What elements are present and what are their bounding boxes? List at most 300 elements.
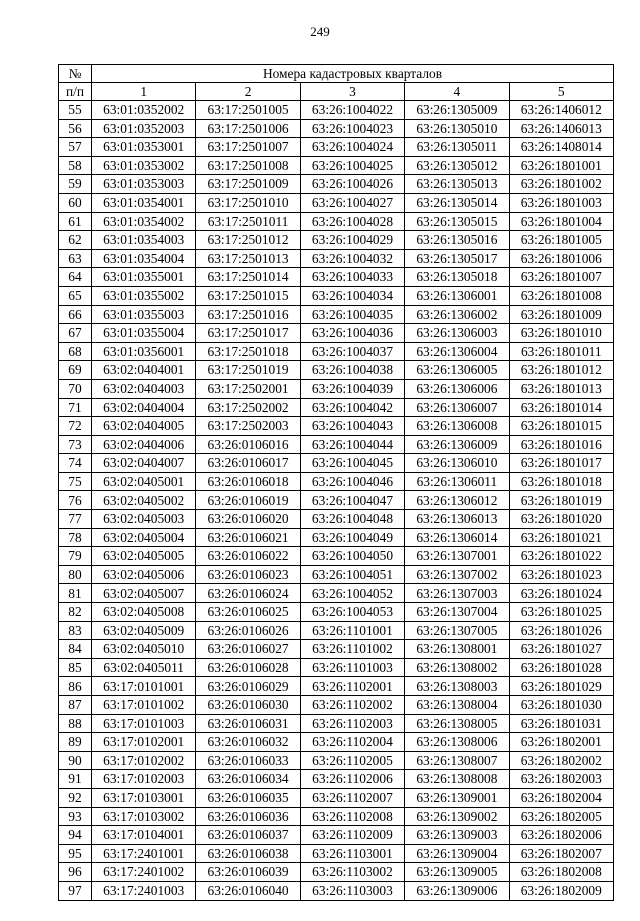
cadastral-number-cell: 63:26:1305009: [405, 101, 509, 120]
cadastral-number-cell: 63:26:1305013: [405, 175, 509, 194]
cadastral-number-cell: 63:26:1801021: [509, 528, 613, 547]
table-row: [59, 156, 614, 175]
cadastral-number-cell: 63:26:1102001: [300, 677, 404, 696]
header-row-bottom: [59, 83, 614, 101]
column-header-5: 5: [509, 83, 613, 101]
cadastral-number-cell: 63:26:1004024: [300, 138, 404, 157]
row-number: 61: [59, 212, 92, 231]
table-row: [59, 658, 614, 677]
table-row: [59, 528, 614, 547]
row-number: 75: [59, 472, 92, 491]
cadastral-number-cell: 63:17:0104001: [92, 826, 196, 845]
row-number: 95: [59, 844, 92, 863]
cadastral-number-cell: 63:26:0106027: [196, 640, 300, 659]
row-number: 60: [59, 193, 92, 212]
cadastral-number-cell: 63:26:1801009: [509, 305, 613, 324]
row-number: 55: [59, 101, 92, 120]
cadastral-number-cell: 63:26:0106023: [196, 565, 300, 584]
cadastral-number-cell: 63:26:1309002: [405, 807, 509, 826]
table-row: [59, 788, 614, 807]
cadastral-number-cell: 63:26:1801002: [509, 175, 613, 194]
table-row: [59, 751, 614, 770]
cadastral-number-cell: 63:26:1305018: [405, 268, 509, 287]
cadastral-number-cell: 63:26:1306007: [405, 398, 509, 417]
cadastral-number-cell: 63:02:0405006: [92, 565, 196, 584]
table-row: [59, 547, 614, 566]
row-number: 83: [59, 621, 92, 640]
cadastral-number-cell: 63:26:0106035: [196, 788, 300, 807]
cadastral-number-cell: 63:26:1306014: [405, 528, 509, 547]
table-row: [59, 175, 614, 194]
cadastral-number-cell: 63:02:0405009: [92, 621, 196, 640]
cadastral-number-cell: 63:01:0353001: [92, 138, 196, 157]
cadastral-number-cell: 63:26:1004052: [300, 584, 404, 603]
table-row: [59, 826, 614, 845]
cadastral-number-cell: 63:26:0106019: [196, 491, 300, 510]
cadastral-number-cell: 63:26:1102004: [300, 733, 404, 752]
cadastral-number-cell: 63:26:1801027: [509, 640, 613, 659]
cadastral-number-cell: 63:26:1801008: [509, 286, 613, 305]
cadastral-number-cell: 63:17:2501010: [196, 193, 300, 212]
cadastral-number-cell: 63:26:1305011: [405, 138, 509, 157]
row-number: 87: [59, 696, 92, 715]
cadastral-number-cell: 63:26:1406012: [509, 101, 613, 120]
cadastral-number-cell: 63:26:1801022: [509, 547, 613, 566]
table-row: [59, 342, 614, 361]
cadastral-number-cell: 63:26:1801014: [509, 398, 613, 417]
cadastral-number-cell: 63:26:1802008: [509, 863, 613, 882]
cadastral-number-cell: 63:26:0106029: [196, 677, 300, 696]
table-row: [59, 324, 614, 343]
cadastral-number-cell: 63:26:1004051: [300, 565, 404, 584]
cadastral-number-cell: 63:26:0106017: [196, 454, 300, 473]
table-row: [59, 565, 614, 584]
cadastral-number-cell: 63:26:1306009: [405, 435, 509, 454]
number-header-top: №: [59, 65, 92, 83]
table-row: [59, 119, 614, 138]
table-row: [59, 231, 614, 250]
cadastral-number-cell: 63:26:1802006: [509, 826, 613, 845]
cadastral-number-cell: 63:26:1307004: [405, 603, 509, 622]
cadastral-number-cell: 63:26:1004023: [300, 119, 404, 138]
row-number: 64: [59, 268, 92, 287]
table-row: [59, 696, 614, 715]
table-row: [59, 249, 614, 268]
cadastral-number-cell: 63:26:1004038: [300, 361, 404, 380]
table-row: [59, 286, 614, 305]
table-row: [59, 491, 614, 510]
table-row: [59, 212, 614, 231]
cadastral-number-cell: 63:26:1004032: [300, 249, 404, 268]
cadastral-number-cell: 63:26:1101001: [300, 621, 404, 640]
table-header: [59, 65, 614, 101]
table-row: [59, 379, 614, 398]
table-row: [59, 361, 614, 380]
row-number: 89: [59, 733, 92, 752]
cadastral-number-cell: 63:17:0101001: [92, 677, 196, 696]
cadastral-number-cell: 63:26:1102003: [300, 714, 404, 733]
cadastral-number-cell: 63:02:0405005: [92, 547, 196, 566]
cadastral-number-cell: 63:02:0405001: [92, 472, 196, 491]
row-number: 69: [59, 361, 92, 380]
cadastral-number-cell: 63:26:1801013: [509, 379, 613, 398]
table-body: [59, 101, 614, 901]
cadastral-number-cell: 63:26:1801006: [509, 249, 613, 268]
cadastral-number-cell: 63:02:0405008: [92, 603, 196, 622]
row-number: 93: [59, 807, 92, 826]
number-header-bottom: п/п: [59, 83, 92, 101]
cadastral-number-cell: 63:02:0404003: [92, 379, 196, 398]
cadastral-number-cell: 63:26:1306002: [405, 305, 509, 324]
cadastral-number-cell: 63:26:1801029: [509, 677, 613, 696]
table-row: [59, 435, 614, 454]
table-row: [59, 510, 614, 529]
cadastral-number-cell: 63:26:1305016: [405, 231, 509, 250]
row-number: 56: [59, 119, 92, 138]
cadastral-number-cell: 63:01:0355002: [92, 286, 196, 305]
cadastral-number-cell: 63:26:1004037: [300, 342, 404, 361]
cadastral-number-cell: 63:26:1004045: [300, 454, 404, 473]
cadastral-number-cell: 63:26:1801003: [509, 193, 613, 212]
cadastral-number-cell: 63:02:0405003: [92, 510, 196, 529]
cadastral-number-cell: 63:26:1004043: [300, 417, 404, 436]
cadastral-number-cell: 63:26:1004042: [300, 398, 404, 417]
cadastral-number-cell: 63:26:0106018: [196, 472, 300, 491]
cadastral-number-cell: 63:26:1306011: [405, 472, 509, 491]
cadastral-number-cell: 63:01:0354004: [92, 249, 196, 268]
cadastral-number-cell: 63:26:1801016: [509, 435, 613, 454]
cadastral-number-cell: 63:26:0106031: [196, 714, 300, 733]
cadastral-number-cell: 63:26:1801028: [509, 658, 613, 677]
cadastral-number-cell: 63:01:0354002: [92, 212, 196, 231]
cadastral-number-cell: 63:17:0102002: [92, 751, 196, 770]
cadastral-number-cell: 63:26:1004039: [300, 379, 404, 398]
cadastral-number-cell: 63:01:0352003: [92, 119, 196, 138]
cadastral-number-cell: 63:02:0404004: [92, 398, 196, 417]
row-number: 65: [59, 286, 92, 305]
table-row: [59, 193, 614, 212]
cadastral-number-cell: 63:26:1309005: [405, 863, 509, 882]
cadastral-number-cell: 63:26:1101003: [300, 658, 404, 677]
cadastral-number-cell: 63:26:1004049: [300, 528, 404, 547]
row-number: 81: [59, 584, 92, 603]
table-row: [59, 454, 614, 473]
column-header-1: 1: [92, 83, 196, 101]
cadastral-number-cell: 63:26:1004053: [300, 603, 404, 622]
table-row: [59, 305, 614, 324]
column-header-3: 3: [300, 83, 404, 101]
row-number: 76: [59, 491, 92, 510]
cadastral-number-cell: 63:26:0106016: [196, 435, 300, 454]
cadastral-number-cell: 63:17:0102003: [92, 770, 196, 789]
cadastral-number-cell: 63:26:0106033: [196, 751, 300, 770]
table-row: [59, 398, 614, 417]
row-number: 86: [59, 677, 92, 696]
cadastral-number-cell: 63:17:2501011: [196, 212, 300, 231]
cadastral-number-cell: 63:17:2501017: [196, 324, 300, 343]
cadastral-number-cell: 63:01:0355003: [92, 305, 196, 324]
cadastral-number-cell: 63:02:0404006: [92, 435, 196, 454]
cadastral-number-cell: 63:26:1004036: [300, 324, 404, 343]
cadastral-number-cell: 63:02:0404001: [92, 361, 196, 380]
cadastral-number-cell: 63:26:1305010: [405, 119, 509, 138]
cadastral-number-cell: 63:26:1306005: [405, 361, 509, 380]
cadastral-quarters-table: [58, 64, 614, 901]
cadastral-number-cell: 63:01:0353003: [92, 175, 196, 194]
row-number: 92: [59, 788, 92, 807]
cadastral-number-cell: 63:26:1308003: [405, 677, 509, 696]
row-number: 74: [59, 454, 92, 473]
cadastral-number-cell: 63:26:1305017: [405, 249, 509, 268]
cadastral-number-cell: 63:26:0106025: [196, 603, 300, 622]
cadastral-number-cell: 63:26:1308001: [405, 640, 509, 659]
cadastral-number-cell: 63:26:1802003: [509, 770, 613, 789]
cadastral-number-cell: 63:17:2401001: [92, 844, 196, 863]
cadastral-number-cell: 63:26:1801015: [509, 417, 613, 436]
row-number: 62: [59, 231, 92, 250]
cadastral-number-cell: 63:26:1101002: [300, 640, 404, 659]
cadastral-number-cell: 63:26:1406013: [509, 119, 613, 138]
cadastral-number-cell: 63:26:1309004: [405, 844, 509, 863]
table-row: [59, 603, 614, 622]
row-number: 67: [59, 324, 92, 343]
row-number: 77: [59, 510, 92, 529]
row-number: 70: [59, 379, 92, 398]
cadastral-number-cell: 63:26:1307003: [405, 584, 509, 603]
cadastral-number-cell: 63:17:2401003: [92, 881, 196, 900]
page-number: 249: [310, 24, 330, 39]
cadastral-number-cell: 63:26:1308007: [405, 751, 509, 770]
row-number: 78: [59, 528, 92, 547]
cadastral-number-cell: 63:26:1004022: [300, 101, 404, 120]
cadastral-number-cell: 63:26:1801001: [509, 156, 613, 175]
cadastral-number-cell: 63:26:1102009: [300, 826, 404, 845]
cadastral-number-cell: 63:26:1308006: [405, 733, 509, 752]
row-number: 58: [59, 156, 92, 175]
cadastral-number-cell: 63:17:2501012: [196, 231, 300, 250]
row-number: 85: [59, 658, 92, 677]
cadastral-number-cell: 63:26:1004033: [300, 268, 404, 287]
cadastral-number-cell: 63:17:2501006: [196, 119, 300, 138]
cadastral-number-cell: 63:26:0106039: [196, 863, 300, 882]
cadastral-number-cell: 63:02:0405004: [92, 528, 196, 547]
cadastral-number-cell: 63:26:1801030: [509, 696, 613, 715]
cadastral-number-cell: 63:26:1102008: [300, 807, 404, 826]
row-number: 97: [59, 881, 92, 900]
cadastral-number-cell: 63:17:2501007: [196, 138, 300, 157]
cadastral-number-cell: 63:26:1802007: [509, 844, 613, 863]
cadastral-number-cell: 63:26:1801019: [509, 491, 613, 510]
table-row: [59, 677, 614, 696]
cadastral-number-cell: 63:26:1004044: [300, 435, 404, 454]
cadastral-number-cell: 63:26:1801010: [509, 324, 613, 343]
cadastral-number-cell: 63:17:2501008: [196, 156, 300, 175]
cadastral-number-cell: 63:26:1306006: [405, 379, 509, 398]
cadastral-number-cell: 63:17:0103001: [92, 788, 196, 807]
cadastral-number-cell: 63:01:0356001: [92, 342, 196, 361]
cadastral-number-cell: 63:26:1309003: [405, 826, 509, 845]
table-row: [59, 101, 614, 120]
cadastral-number-cell: 63:17:2501013: [196, 249, 300, 268]
cadastral-number-cell: 63:26:1308002: [405, 658, 509, 677]
cadastral-number-cell: 63:26:1801025: [509, 603, 613, 622]
cadastral-number-cell: 63:26:1305015: [405, 212, 509, 231]
table-row: [59, 733, 614, 752]
cadastral-number-cell: 63:02:0405011: [92, 658, 196, 677]
cadastral-number-cell: 63:26:1004029: [300, 231, 404, 250]
cadastral-number-cell: 63:26:1309006: [405, 881, 509, 900]
row-number: 71: [59, 398, 92, 417]
row-number: 68: [59, 342, 92, 361]
cadastral-number-cell: 63:17:2501019: [196, 361, 300, 380]
cadastral-number-cell: 63:26:0106032: [196, 733, 300, 752]
cadastral-number-cell: 63:26:1802005: [509, 807, 613, 826]
cadastral-number-cell: 63:26:0106021: [196, 528, 300, 547]
cadastral-number-cell: 63:17:2401002: [92, 863, 196, 882]
cadastral-number-cell: 63:17:0102001: [92, 733, 196, 752]
table-row: [59, 138, 614, 157]
cadastral-number-cell: 63:26:1308008: [405, 770, 509, 789]
cadastral-number-cell: 63:26:1004050: [300, 547, 404, 566]
row-number: 79: [59, 547, 92, 566]
table-row: [59, 268, 614, 287]
row-number: 94: [59, 826, 92, 845]
cadastral-number-cell: 63:26:1306008: [405, 417, 509, 436]
cadastral-number-cell: 63:26:0106040: [196, 881, 300, 900]
cadastral-number-cell: 63:17:2501009: [196, 175, 300, 194]
row-number: 72: [59, 417, 92, 436]
cadastral-number-cell: 63:26:0106028: [196, 658, 300, 677]
cadastral-number-cell: 63:17:2501005: [196, 101, 300, 120]
cadastral-number-cell: 63:26:0106026: [196, 621, 300, 640]
cadastral-number-cell: 63:26:1306012: [405, 491, 509, 510]
cadastral-number-cell: 63:02:0404005: [92, 417, 196, 436]
cadastral-number-cell: 63:26:0106034: [196, 770, 300, 789]
cadastral-number-cell: 63:26:0106036: [196, 807, 300, 826]
cadastral-number-cell: 63:26:1307002: [405, 565, 509, 584]
cadastral-number-cell: 63:26:1801024: [509, 584, 613, 603]
cadastral-number-cell: 63:26:1102002: [300, 696, 404, 715]
cadastral-number-cell: 63:17:2501014: [196, 268, 300, 287]
cadastral-number-cell: 63:26:1801005: [509, 231, 613, 250]
cadastral-number-cell: 63:26:1103003: [300, 881, 404, 900]
cadastral-number-cell: 63:26:1801031: [509, 714, 613, 733]
row-number: 57: [59, 138, 92, 157]
cadastral-number-cell: 63:26:1801020: [509, 510, 613, 529]
row-number: 82: [59, 603, 92, 622]
table-row: [59, 417, 614, 436]
cadastral-number-cell: 63:26:1004035: [300, 305, 404, 324]
cadastral-number-cell: 63:26:1801007: [509, 268, 613, 287]
table-row: [59, 584, 614, 603]
cadastral-number-cell: 63:26:1801012: [509, 361, 613, 380]
column-header-4: 4: [405, 83, 509, 101]
cadastral-number-cell: 63:26:1004048: [300, 510, 404, 529]
row-number: 90: [59, 751, 92, 770]
cadastral-number-cell: 63:26:1802001: [509, 733, 613, 752]
group-header: Номера кадастровых кварталов: [92, 65, 614, 83]
cadastral-number-cell: 63:26:1306013: [405, 510, 509, 529]
cadastral-number-cell: 63:26:0106037: [196, 826, 300, 845]
cadastral-number-cell: 63:26:1801026: [509, 621, 613, 640]
cadastral-number-cell: 63:26:1004046: [300, 472, 404, 491]
cadastral-number-cell: 63:26:1102007: [300, 788, 404, 807]
row-number: 84: [59, 640, 92, 659]
cadastral-number-cell: 63:17:2501016: [196, 305, 300, 324]
cadastral-number-cell: 63:26:1103001: [300, 844, 404, 863]
cadastral-number-cell: 63:26:1102006: [300, 770, 404, 789]
cadastral-number-cell: 63:26:1801011: [509, 342, 613, 361]
column-header-2: 2: [196, 83, 300, 101]
cadastral-number-cell: 63:17:2501015: [196, 286, 300, 305]
cadastral-number-cell: 63:26:1306010: [405, 454, 509, 473]
cadastral-number-cell: 63:26:1306001: [405, 286, 509, 305]
table-row: [59, 621, 614, 640]
cadastral-number-cell: 63:26:1802004: [509, 788, 613, 807]
cadastral-number-cell: 63:26:1306003: [405, 324, 509, 343]
cadastral-number-cell: 63:26:1408014: [509, 138, 613, 157]
cadastral-number-cell: 63:02:0404007: [92, 454, 196, 473]
row-number: 80: [59, 565, 92, 584]
cadastral-number-cell: 63:26:1102005: [300, 751, 404, 770]
cadastral-number-cell: 63:17:2502001: [196, 379, 300, 398]
cadastral-number-cell: 63:17:0103002: [92, 807, 196, 826]
cadastral-number-cell: 63:26:1004028: [300, 212, 404, 231]
cadastral-number-cell: 63:26:1103002: [300, 863, 404, 882]
cadastral-number-cell: 63:26:1305014: [405, 193, 509, 212]
table-row: [59, 807, 614, 826]
row-number: 59: [59, 175, 92, 194]
table-row: [59, 770, 614, 789]
cadastral-number-cell: 63:26:0106022: [196, 547, 300, 566]
cadastral-number-cell: 63:01:0352002: [92, 101, 196, 120]
cadastral-number-cell: 63:01:0355004: [92, 324, 196, 343]
cadastral-number-cell: 63:26:0106030: [196, 696, 300, 715]
cadastral-number-cell: 63:02:0405007: [92, 584, 196, 603]
cadastral-number-cell: 63:26:0106020: [196, 510, 300, 529]
cadastral-number-cell: 63:02:0405002: [92, 491, 196, 510]
table-row: [59, 714, 614, 733]
cadastral-number-cell: 63:02:0405010: [92, 640, 196, 659]
cadastral-number-cell: 63:26:1801018: [509, 472, 613, 491]
cadastral-number-cell: 63:26:1801017: [509, 454, 613, 473]
cadastral-number-cell: 63:26:1004027: [300, 193, 404, 212]
row-number: 63: [59, 249, 92, 268]
cadastral-number-cell: 63:26:1802009: [509, 881, 613, 900]
table-row: [59, 881, 614, 900]
cadastral-number-cell: 63:26:1004034: [300, 286, 404, 305]
table-row: [59, 863, 614, 882]
cadastral-number-cell: 63:17:0101002: [92, 696, 196, 715]
table-row: [59, 640, 614, 659]
table-row: [59, 844, 614, 863]
cadastral-number-cell: 63:26:1004025: [300, 156, 404, 175]
cadastral-number-cell: 63:26:1308004: [405, 696, 509, 715]
cadastral-number-cell: 63:01:0354001: [92, 193, 196, 212]
cadastral-number-cell: 63:26:1309001: [405, 788, 509, 807]
cadastral-number-cell: 63:01:0354003: [92, 231, 196, 250]
row-number: 88: [59, 714, 92, 733]
cadastral-number-cell: 63:26:1307005: [405, 621, 509, 640]
cadastral-number-cell: 63:26:1801004: [509, 212, 613, 231]
cadastral-number-cell: 63:17:2502002: [196, 398, 300, 417]
cadastral-number-cell: 63:17:2502003: [196, 417, 300, 436]
cadastral-number-cell: 63:26:0106038: [196, 844, 300, 863]
cadastral-number-cell: 63:26:1308005: [405, 714, 509, 733]
cadastral-number-cell: 63:17:2501018: [196, 342, 300, 361]
cadastral-number-cell: 63:26:1004047: [300, 491, 404, 510]
cadastral-number-cell: 63:01:0353002: [92, 156, 196, 175]
